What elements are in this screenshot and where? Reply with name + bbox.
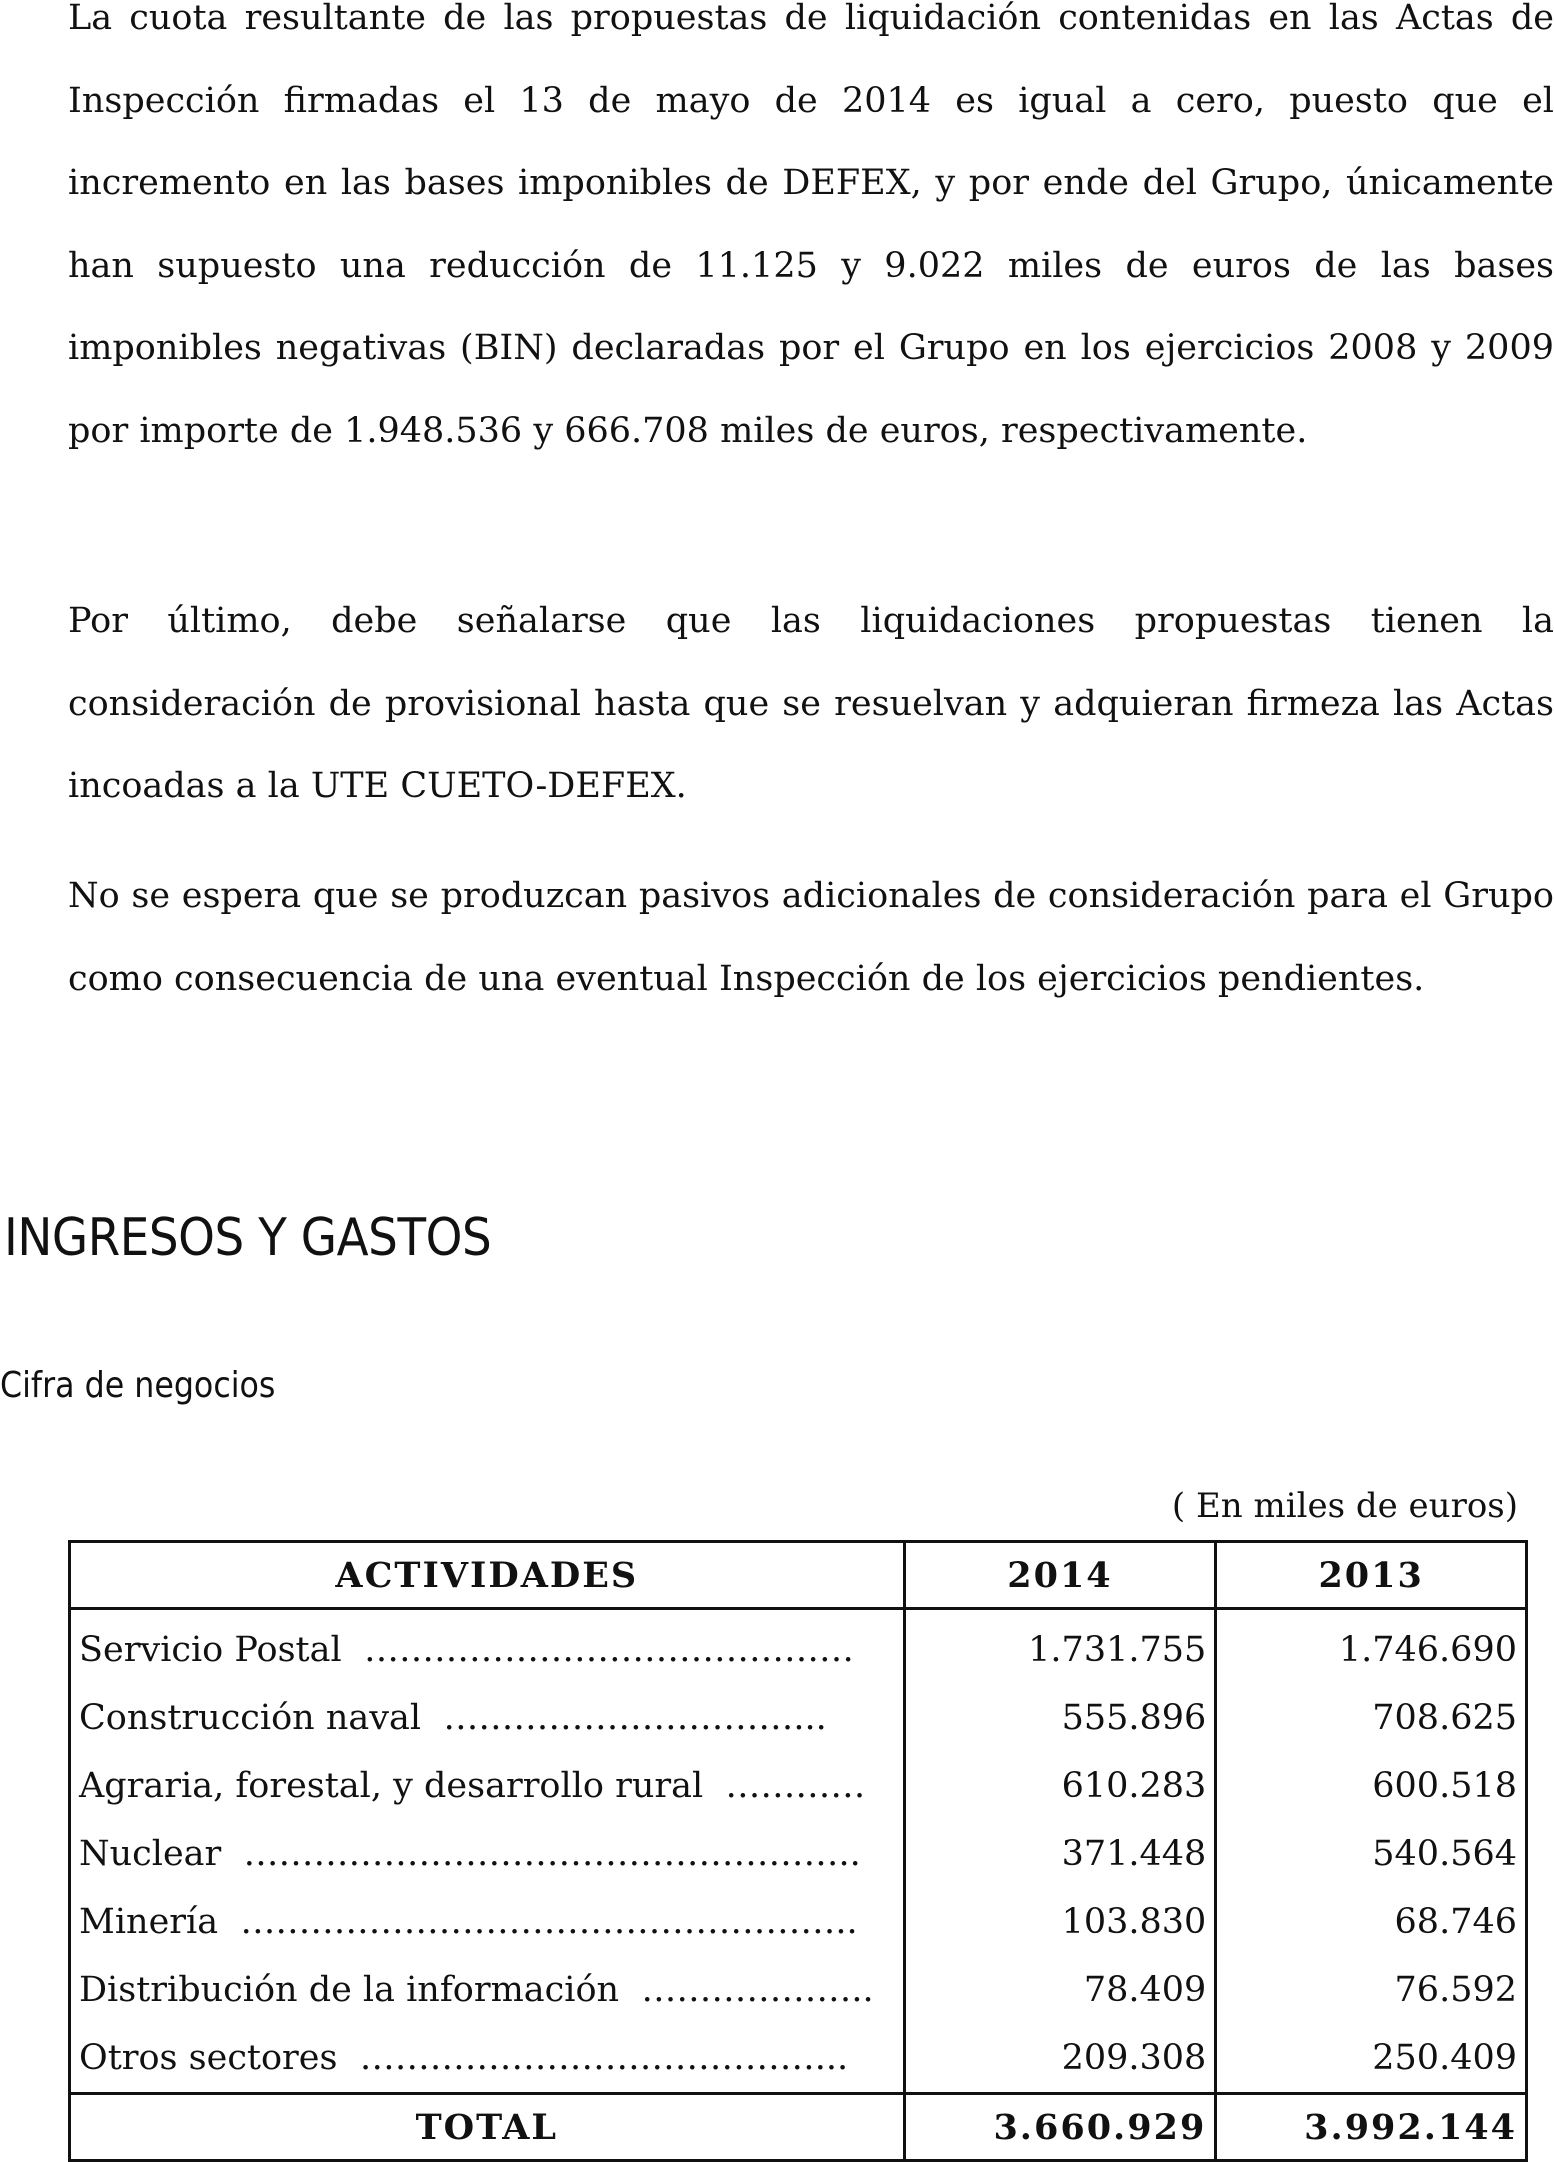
table-row — [70, 1684, 1527, 1752]
activity-name: Otros sectores — [79, 2038, 338, 2078]
value-2014: 1.731.755 — [904, 1609, 1216, 1685]
row-label — [70, 1888, 905, 1956]
row-label — [70, 1820, 905, 1888]
table-row — [70, 1820, 1527, 1888]
header-2014: 2014 — [904, 1542, 1216, 1609]
table-row — [70, 1609, 1527, 1685]
row-label — [70, 2024, 905, 2094]
value-2013: 76.592 — [1216, 1956, 1527, 2024]
row-label — [70, 1684, 905, 1752]
total-label: TOTAL — [70, 2094, 905, 2161]
total-row — [70, 2094, 1527, 2161]
value-2014: 103.830 — [904, 1888, 1216, 1956]
paragraph-liquidaciones-provisionales: Por último, debe señalarse que las liquidaciones propuestas tienen la consideración de provisional hasta que se resuelvan y adquieran firmeza las Actas incoadas a la UTE CUETO-DEFEX. — [68, 601, 1554, 806]
header-2013: 2013 — [1216, 1542, 1527, 1609]
subsection-title: Cifra de negocios — [0, 1365, 276, 1406]
section-title: INGRESOS Y GASTOS — [4, 1208, 492, 1268]
paragraph-pasivos-adicionales: No se espera que se produzcan pasivos adicionales de consideración para el Grupo como consecuencia de una eventual Inspección de los ejercicios pendientes. — [68, 876, 1554, 999]
value-2014: 371.448 — [904, 1820, 1216, 1888]
activity-name: Distribución de la información — [79, 1970, 620, 2010]
header-actividades: ACTIVIDADES — [70, 1542, 905, 1609]
total-2014: 3.660.929 — [904, 2094, 1216, 2161]
dot-leader: …………………………………... — [359, 2038, 849, 2078]
dot-leader: …………………………………………….. — [240, 1902, 858, 1942]
value-2013: 600.518 — [1216, 1752, 1527, 1820]
table-row — [70, 2024, 1527, 2094]
value-2013: 540.564 — [1216, 1820, 1527, 1888]
table-row — [70, 1888, 1527, 1956]
units-note: ( En miles de euros) — [1171, 1486, 1518, 1526]
paragraph-cuota-resultante: La cuota resultante de las propuestas de liquidación contenidas en las Actas de Inspección firmadas el 13 de mayo de 2014 es igual a cero, puesto que el incremento en las bases imponibles de DEFEX, y por ende del Grupo, únicamente han supuesto una reducción de 11.125 y 9.022 miles de euros de las bases imponibles negativas (BIN) declaradas por el Grupo en los ejercicios 2008 y 2009 por importe de 1.948.536 y 666.708 miles de euros, respectivamente. — [68, 0, 1554, 451]
row-label — [70, 1609, 905, 1685]
table-header-row — [70, 1542, 1527, 1609]
dot-leader: …………………………………………….. — [243, 1834, 861, 1874]
total-2013: 3.992.144 — [1216, 2094, 1527, 2161]
dot-leader: ……………….. — [641, 1970, 874, 2010]
activity-name: Agraria, forestal, y desarrollo rural — [79, 1766, 704, 1806]
activity-name: Servicio Postal — [79, 1630, 342, 1670]
value-2014: 78.409 — [904, 1956, 1216, 2024]
activity-name: Minería — [79, 1902, 219, 1942]
value-2014: 555.896 — [904, 1684, 1216, 1752]
dot-leader: …………………………... — [443, 1698, 827, 1738]
dot-leader: …………………………………… — [363, 1630, 854, 1670]
table-row — [70, 1752, 1527, 1820]
revenue-table — [68, 1540, 1528, 2162]
dot-leader: ………… — [725, 1766, 866, 1806]
activity-name: Nuclear — [79, 1834, 222, 1874]
row-label — [70, 1956, 905, 2024]
row-label — [70, 1752, 905, 1820]
value-2013: 1.746.690 — [1216, 1609, 1527, 1685]
value-2013: 250.409 — [1216, 2024, 1527, 2094]
value-2013: 708.625 — [1216, 1684, 1527, 1752]
value-2014: 610.283 — [904, 1752, 1216, 1820]
value-2013: 68.746 — [1216, 1888, 1527, 1956]
activity-name: Construcción naval — [79, 1698, 422, 1738]
value-2014: 209.308 — [904, 2024, 1216, 2094]
table-row — [70, 1956, 1527, 2024]
